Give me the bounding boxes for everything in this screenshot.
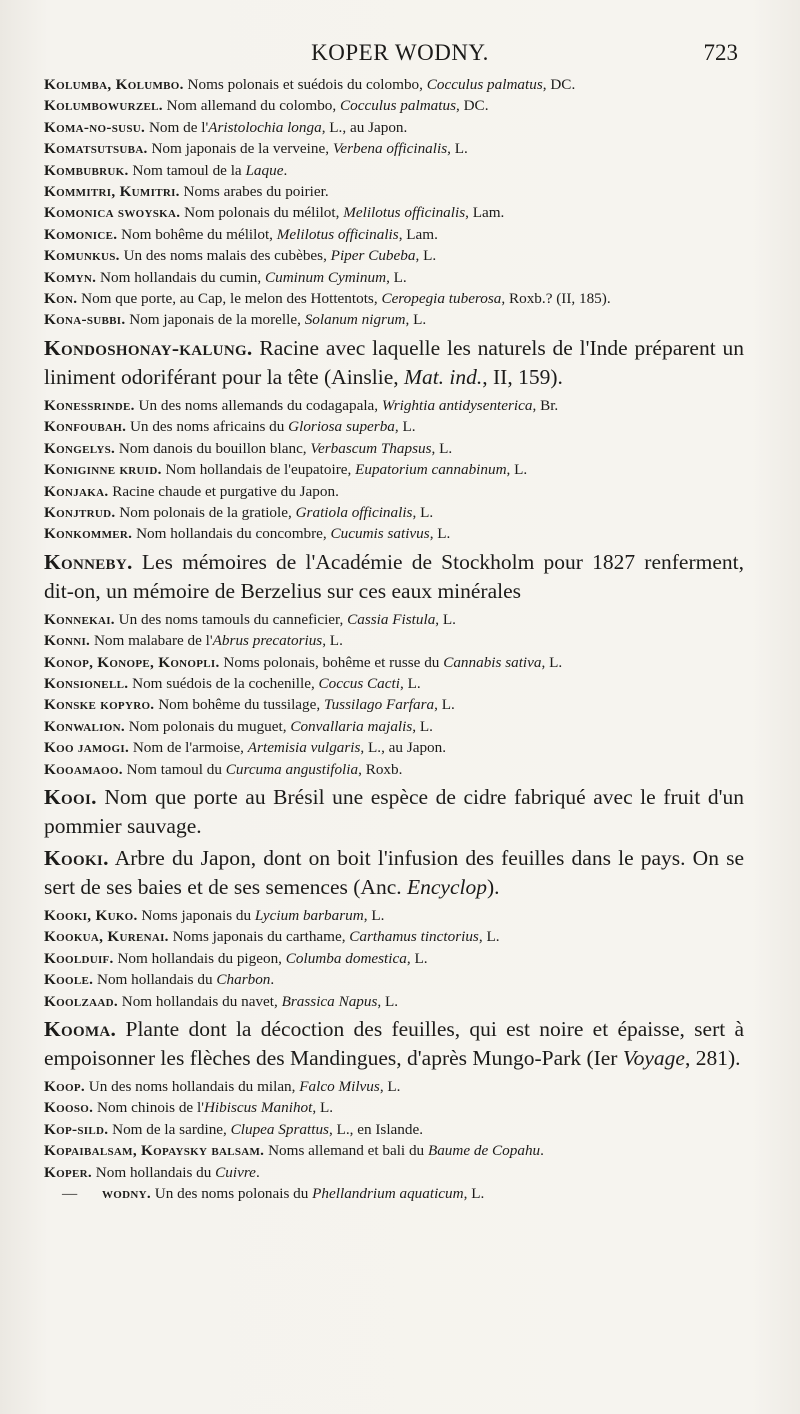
entry-text: . — [283, 161, 288, 179]
entry-text: Noms allemand et bali du — [264, 1142, 428, 1160]
entry-text: , L. — [363, 906, 385, 924]
entry-text: , L. — [541, 653, 563, 671]
entry-text: Nom hollandais de l'eupatoire, — [161, 461, 356, 479]
page-number: 723 — [703, 40, 738, 65]
dictionary-entry — [44, 609, 744, 630]
entry-text: , L. — [435, 610, 456, 628]
entry-headword: Kondoshonay-kalung. — [44, 335, 253, 360]
taxon-name: Cucumis sativus — [330, 525, 430, 543]
entry-headword: Kopaibalsam, Kopaysky balsam. — [44, 1142, 265, 1160]
entry-text: , DC. — [456, 97, 489, 115]
entry-text: , L., au Japon. — [360, 739, 447, 757]
taxon-name: Voyage — [622, 1046, 685, 1070]
entry-text: , Roxb.? (II, 185). — [501, 290, 611, 308]
entry-headword: Koolzaad. — [44, 992, 118, 1010]
entry-text: , L. — [394, 418, 416, 436]
entry-text: , L. — [406, 949, 428, 967]
entry-headword: Koop. — [44, 1078, 85, 1095]
taxon-name: Melilotus officinalis — [343, 204, 466, 222]
dictionary-entry — [44, 948, 744, 969]
dictionary-entry — [44, 117, 744, 138]
dictionary-entry — [44, 1097, 744, 1118]
entry-headword: Konop, Konope, Konopli. — [44, 653, 220, 671]
dictionary-entry — [44, 138, 744, 159]
entry-text: Nom polonais de la gratiole, — [115, 503, 296, 521]
entry-headword: Komyn. — [44, 268, 97, 286]
entry-text: Plante dont la décoction des feuilles, qui est noire et épaisse, sert à empoisonner les flèches des Mandingues, d'après Mungo-Park (Ier — [44, 1017, 744, 1070]
dictionary-entry — [44, 181, 744, 202]
entry-headword: Komunkus. — [44, 247, 120, 265]
taxon-name: Laque — [245, 161, 284, 179]
entry-headword: Koma-no-susu. — [44, 118, 146, 136]
entry-text: Nom bohême du tussilage, — [154, 696, 324, 714]
entry-text: Noms arabes du poirier. — [179, 183, 329, 201]
entry-text: Nom hollandais du cumin, — [96, 268, 265, 286]
taxon-name: Solanum nigrum — [304, 311, 406, 329]
entry-headword: Konske kopyro. — [44, 696, 155, 714]
dictionary-entry — [44, 652, 744, 673]
entry-text: Nom japonais de la morelle, — [125, 311, 305, 329]
entry-text: , L. — [429, 525, 451, 543]
entry-headword: Konjaka. — [44, 482, 109, 500]
entry-headword: wodny. — [102, 1185, 151, 1203]
taxon-name: Hibiscus Manihot — [203, 1099, 313, 1117]
entry-text: Nom hollandais du navet, — [117, 992, 282, 1010]
entry-headword: Konjtrud. — [44, 503, 116, 521]
entry-list — [44, 74, 744, 1204]
dictionary-entry — [44, 630, 744, 651]
entry-text: , 281). — [684, 1046, 741, 1070]
entry-text: Nom hollandais du — [91, 1163, 216, 1181]
entry-headword: Konsionell. — [44, 674, 129, 692]
entry-headword: Koniginne kruid. — [44, 461, 162, 479]
dictionary-entry — [44, 1076, 744, 1097]
entry-text: Les mémoires de l'Académie de Stockholm pour 1827 renferment, dit-on, un mémoire de Berzelius sur ces eaux minérales — [44, 549, 744, 603]
entry-headword: Kon. — [44, 290, 78, 308]
taxon-name: Verbena officinalis — [332, 140, 448, 158]
entry-text: , L. — [405, 311, 427, 329]
dictionary-entry — [44, 1140, 744, 1161]
taxon-name: Encyclop — [406, 874, 487, 899]
taxon-name: Artemisia vulgaris — [247, 739, 361, 757]
entry-text: Nom polonais du muguet, — [124, 717, 291, 735]
entry-text: , L. — [478, 928, 500, 946]
dictionary-entry — [44, 288, 744, 309]
entry-text: Nom japonais de la verveine, — [147, 140, 333, 158]
entry-text: , L., au Japon. — [321, 118, 408, 136]
taxon-name: Ceropegia tuberosa — [381, 290, 502, 308]
entry-headword: Komonice. — [44, 225, 118, 243]
dictionary-entry — [44, 95, 744, 116]
entry-text: , L. — [463, 1185, 485, 1203]
taxon-name: Eupatorium cannabinum — [355, 461, 507, 479]
taxon-name: Lycium barbarum — [254, 906, 364, 924]
entry-text: Nom suédois de la cochenille, — [128, 674, 319, 692]
dictionary-entry — [44, 438, 744, 459]
running-title: KOPER WODNY. — [311, 40, 489, 65]
dictionary-entry — [44, 926, 744, 947]
entry-text: Un des noms hollandais du milan, — [84, 1078, 300, 1095]
entry-text: Nom chinois de l' — [93, 1099, 204, 1117]
entry-text: , L. — [399, 674, 421, 692]
entry-text: , L. — [415, 247, 437, 265]
entry-headword: Kongelys. — [44, 439, 116, 457]
dictionary-entry — [44, 548, 744, 606]
entry-text: . — [255, 1163, 260, 1181]
taxon-name: Tussilago Farfara — [323, 696, 435, 714]
entry-text: Un des noms africains du — [126, 418, 289, 436]
entry-headword: Koper. — [44, 1163, 92, 1181]
entry-text: , L. — [412, 717, 433, 735]
entry-text: , L. — [434, 696, 455, 714]
taxon-name: Piper Cubeba — [330, 247, 416, 265]
dictionary-entry — [44, 673, 744, 694]
taxon-name: Charbon — [216, 971, 271, 989]
entry-text: Racine avec laquelle les naturels de l'Inde préparent un liniment odoriférant pour la tête (Ainslie, — [44, 335, 744, 389]
dictionary-entry — [44, 969, 744, 990]
dictionary-entry — [44, 395, 744, 416]
entry-headword: Konnekai. — [44, 610, 115, 628]
taxon-name: Phellandrium aquaticum — [312, 1185, 464, 1203]
dictionary-entry — [44, 716, 744, 737]
entry-headword: Koole. — [44, 971, 94, 989]
taxon-name: Aristolochia longa — [208, 118, 322, 136]
taxon-name: Brassica Napus — [281, 992, 378, 1010]
entry-headword: Konfoubah. — [44, 418, 127, 436]
dictionary-entry — [44, 502, 744, 523]
taxon-name: Cuminum Cyminum — [264, 268, 387, 286]
dictionary-entry — [44, 737, 744, 758]
ditto-dash: — — [62, 1185, 78, 1203]
entry-text: , L. — [431, 439, 453, 457]
entry-text: , Lam. — [465, 204, 505, 222]
taxon-name: Gloriosa superba — [288, 418, 395, 436]
entry-text: Nom de l'armoise, — [129, 739, 248, 757]
entry-text: Noms polonais, bohême et russe du — [219, 653, 444, 671]
entry-text: Un des noms polonais du — [151, 1185, 313, 1203]
entry-headword: Kona-subbi. — [44, 311, 126, 329]
entry-text: Nom de la sardine, — [108, 1120, 231, 1138]
entry-headword: Kop-sild. — [44, 1120, 109, 1138]
entry-text: Racine chaude et purgative du Japon. — [108, 482, 339, 500]
entry-text: Nom danois du bouillon blanc, — [115, 439, 311, 457]
entry-headword: Kookua, Kurenai. — [44, 928, 169, 946]
entry-headword: Kooki, Kuko. — [44, 906, 138, 924]
dictionary-entry — [44, 224, 744, 245]
entry-headword: Konessrinde. — [44, 396, 135, 414]
entry-text: Nom hollandais du pigeon, — [113, 949, 286, 967]
entry-text: , DC. — [542, 76, 576, 93]
entry-headword: Kooki. — [44, 845, 109, 870]
dictionary-entry — [44, 459, 744, 480]
dictionary-entry — [44, 694, 744, 715]
entry-headword: Konwalion. — [44, 717, 125, 735]
entry-headword: Koo jamogi. — [44, 739, 130, 757]
entry-headword: Konkommer. — [44, 525, 133, 543]
dictionary-entry — [44, 759, 744, 780]
entry-headword: Koolduif. — [44, 949, 114, 967]
entry-text: Nom bohême du mélilot, — [117, 225, 277, 243]
dictionary-entry — [44, 991, 744, 1012]
entry-text: Nom hollandais du concombre, — [132, 525, 331, 543]
entry-text: , Roxb. — [358, 760, 403, 778]
dictionary-entry — [44, 160, 744, 181]
taxon-name: Mat. ind. — [404, 364, 483, 389]
entry-text: Nom que porte, au Cap, le melon des Hottentots, — [77, 290, 382, 308]
entry-text: , L. — [379, 1078, 401, 1095]
entry-text: , Lam. — [398, 225, 438, 243]
entry-headword: Kooma. — [44, 1017, 117, 1041]
dictionary-entry — [44, 267, 744, 288]
entry-headword: Konni. — [44, 632, 91, 650]
dictionary-entry — [44, 74, 744, 95]
entry-headword: Kooamaoo. — [44, 760, 123, 778]
dictionary-entry — [44, 481, 744, 502]
entry-text: , L. — [412, 503, 434, 521]
taxon-name: Cocculus palmatus — [426, 76, 543, 93]
dictionary-entry — [44, 523, 744, 544]
entry-headword: Kombubruk. — [44, 161, 129, 179]
entry-headword: Komatsutsuba. — [44, 140, 148, 158]
dictionary-entry — [44, 245, 744, 266]
dictionary-entry — [44, 1162, 744, 1183]
entry-text: Nom tamoul de la — [128, 161, 246, 179]
taxon-name: Curcuma angustifolia — [225, 760, 359, 778]
taxon-name: Carthamus tinctorius — [349, 928, 479, 946]
entry-text: Un des noms allemands du codagapala, — [134, 396, 382, 414]
entry-text: , II, 159). — [482, 364, 563, 389]
entry-text: Arbre du Japon, dont on boit l'infusion des feuilles dans le pays. On se sert de ses baies et de ses semences (Anc. — [44, 845, 744, 899]
entry-headword: Kommitri, Kumitri. — [44, 183, 180, 201]
entry-text: ). — [486, 874, 500, 899]
taxon-name: Coccus Cacti — [318, 674, 400, 692]
entry-headword: Kooi. — [44, 784, 97, 809]
entry-text: , L. — [506, 461, 528, 479]
taxon-name: Falco Milvus — [299, 1078, 380, 1095]
entry-text: Noms polonais et suédois du colombo, — [183, 76, 427, 93]
entry-text: Nom malabare de l' — [90, 632, 213, 650]
entry-headword: Kooso. — [44, 1099, 94, 1117]
entry-text: Noms japonais du carthame, — [168, 928, 350, 946]
entry-text: . — [540, 1142, 544, 1160]
dictionary-entry — [44, 1015, 744, 1073]
entry-headword: Komonica swoyska. — [44, 204, 181, 222]
taxon-name: Convallaria majalis — [290, 717, 413, 735]
entry-headword: Konneby. — [44, 549, 133, 574]
entry-text: Noms japonais du — [137, 906, 255, 924]
dictionary-entry — [44, 783, 744, 841]
taxon-name: Wrightia antidysenterica — [381, 396, 533, 414]
taxon-name: Cuivre — [215, 1163, 256, 1181]
entry-text: , L. — [377, 992, 399, 1010]
dictionary-entry — [44, 905, 744, 926]
entry-text: Nom polonais du mélilot, — [180, 204, 344, 222]
entry-headword: Kolumbowurzel. — [44, 97, 163, 115]
entry-text: Un des noms malais des cubèbes, — [119, 247, 331, 265]
taxon-name: Columba domestica — [285, 949, 407, 967]
entry-text: Nom de l' — [145, 118, 209, 136]
page-header — [0, 40, 800, 76]
entry-text: , L. — [386, 268, 407, 286]
taxon-name: Baume de Copahu — [427, 1142, 541, 1160]
entry-text: , Br. — [532, 396, 559, 414]
entry-headword: Kolumba, Kolumbo. — [44, 76, 184, 93]
entry-text: Un des noms tamouls du canneficier, — [114, 610, 348, 628]
entry-text: Nom allemand du colombo, — [162, 97, 340, 115]
taxon-name: Gratiola officinalis — [295, 503, 413, 521]
entry-text: , L. — [312, 1099, 334, 1117]
taxon-name: Melilotus officinalis — [276, 225, 399, 243]
taxon-name: Abrus precatorius — [212, 632, 323, 650]
entry-text: Nom tamoul du — [122, 760, 226, 778]
taxon-name: Clupea Sprattus — [230, 1120, 329, 1138]
dictionary-entry — [44, 202, 744, 223]
dictionary-entry — [44, 334, 744, 392]
taxon-name: Verbascum Thapsus — [310, 439, 432, 457]
taxon-name: Cocculus palmatus — [339, 97, 456, 115]
dictionary-entry — [44, 844, 744, 902]
entry-text: Nom que porte au Brésil une espèce de cidre fabriqué avec le fruit d'un pommier sauvage. — [44, 784, 744, 838]
entry-text: , L. — [447, 140, 468, 158]
taxon-name: Cassia Fistula — [347, 610, 436, 628]
entry-text: , L. — [322, 632, 343, 650]
entry-text: , L., en Islande. — [328, 1120, 423, 1138]
entry-text: . — [270, 971, 275, 989]
dictionary-entry — [44, 309, 744, 330]
entry-text: Nom hollandais du — [93, 971, 217, 989]
taxon-name: Cannabis sativa — [443, 653, 542, 671]
dictionary-entry — [44, 416, 744, 437]
dictionary-entry — [44, 1119, 744, 1140]
dictionary-entry — [44, 1183, 744, 1204]
